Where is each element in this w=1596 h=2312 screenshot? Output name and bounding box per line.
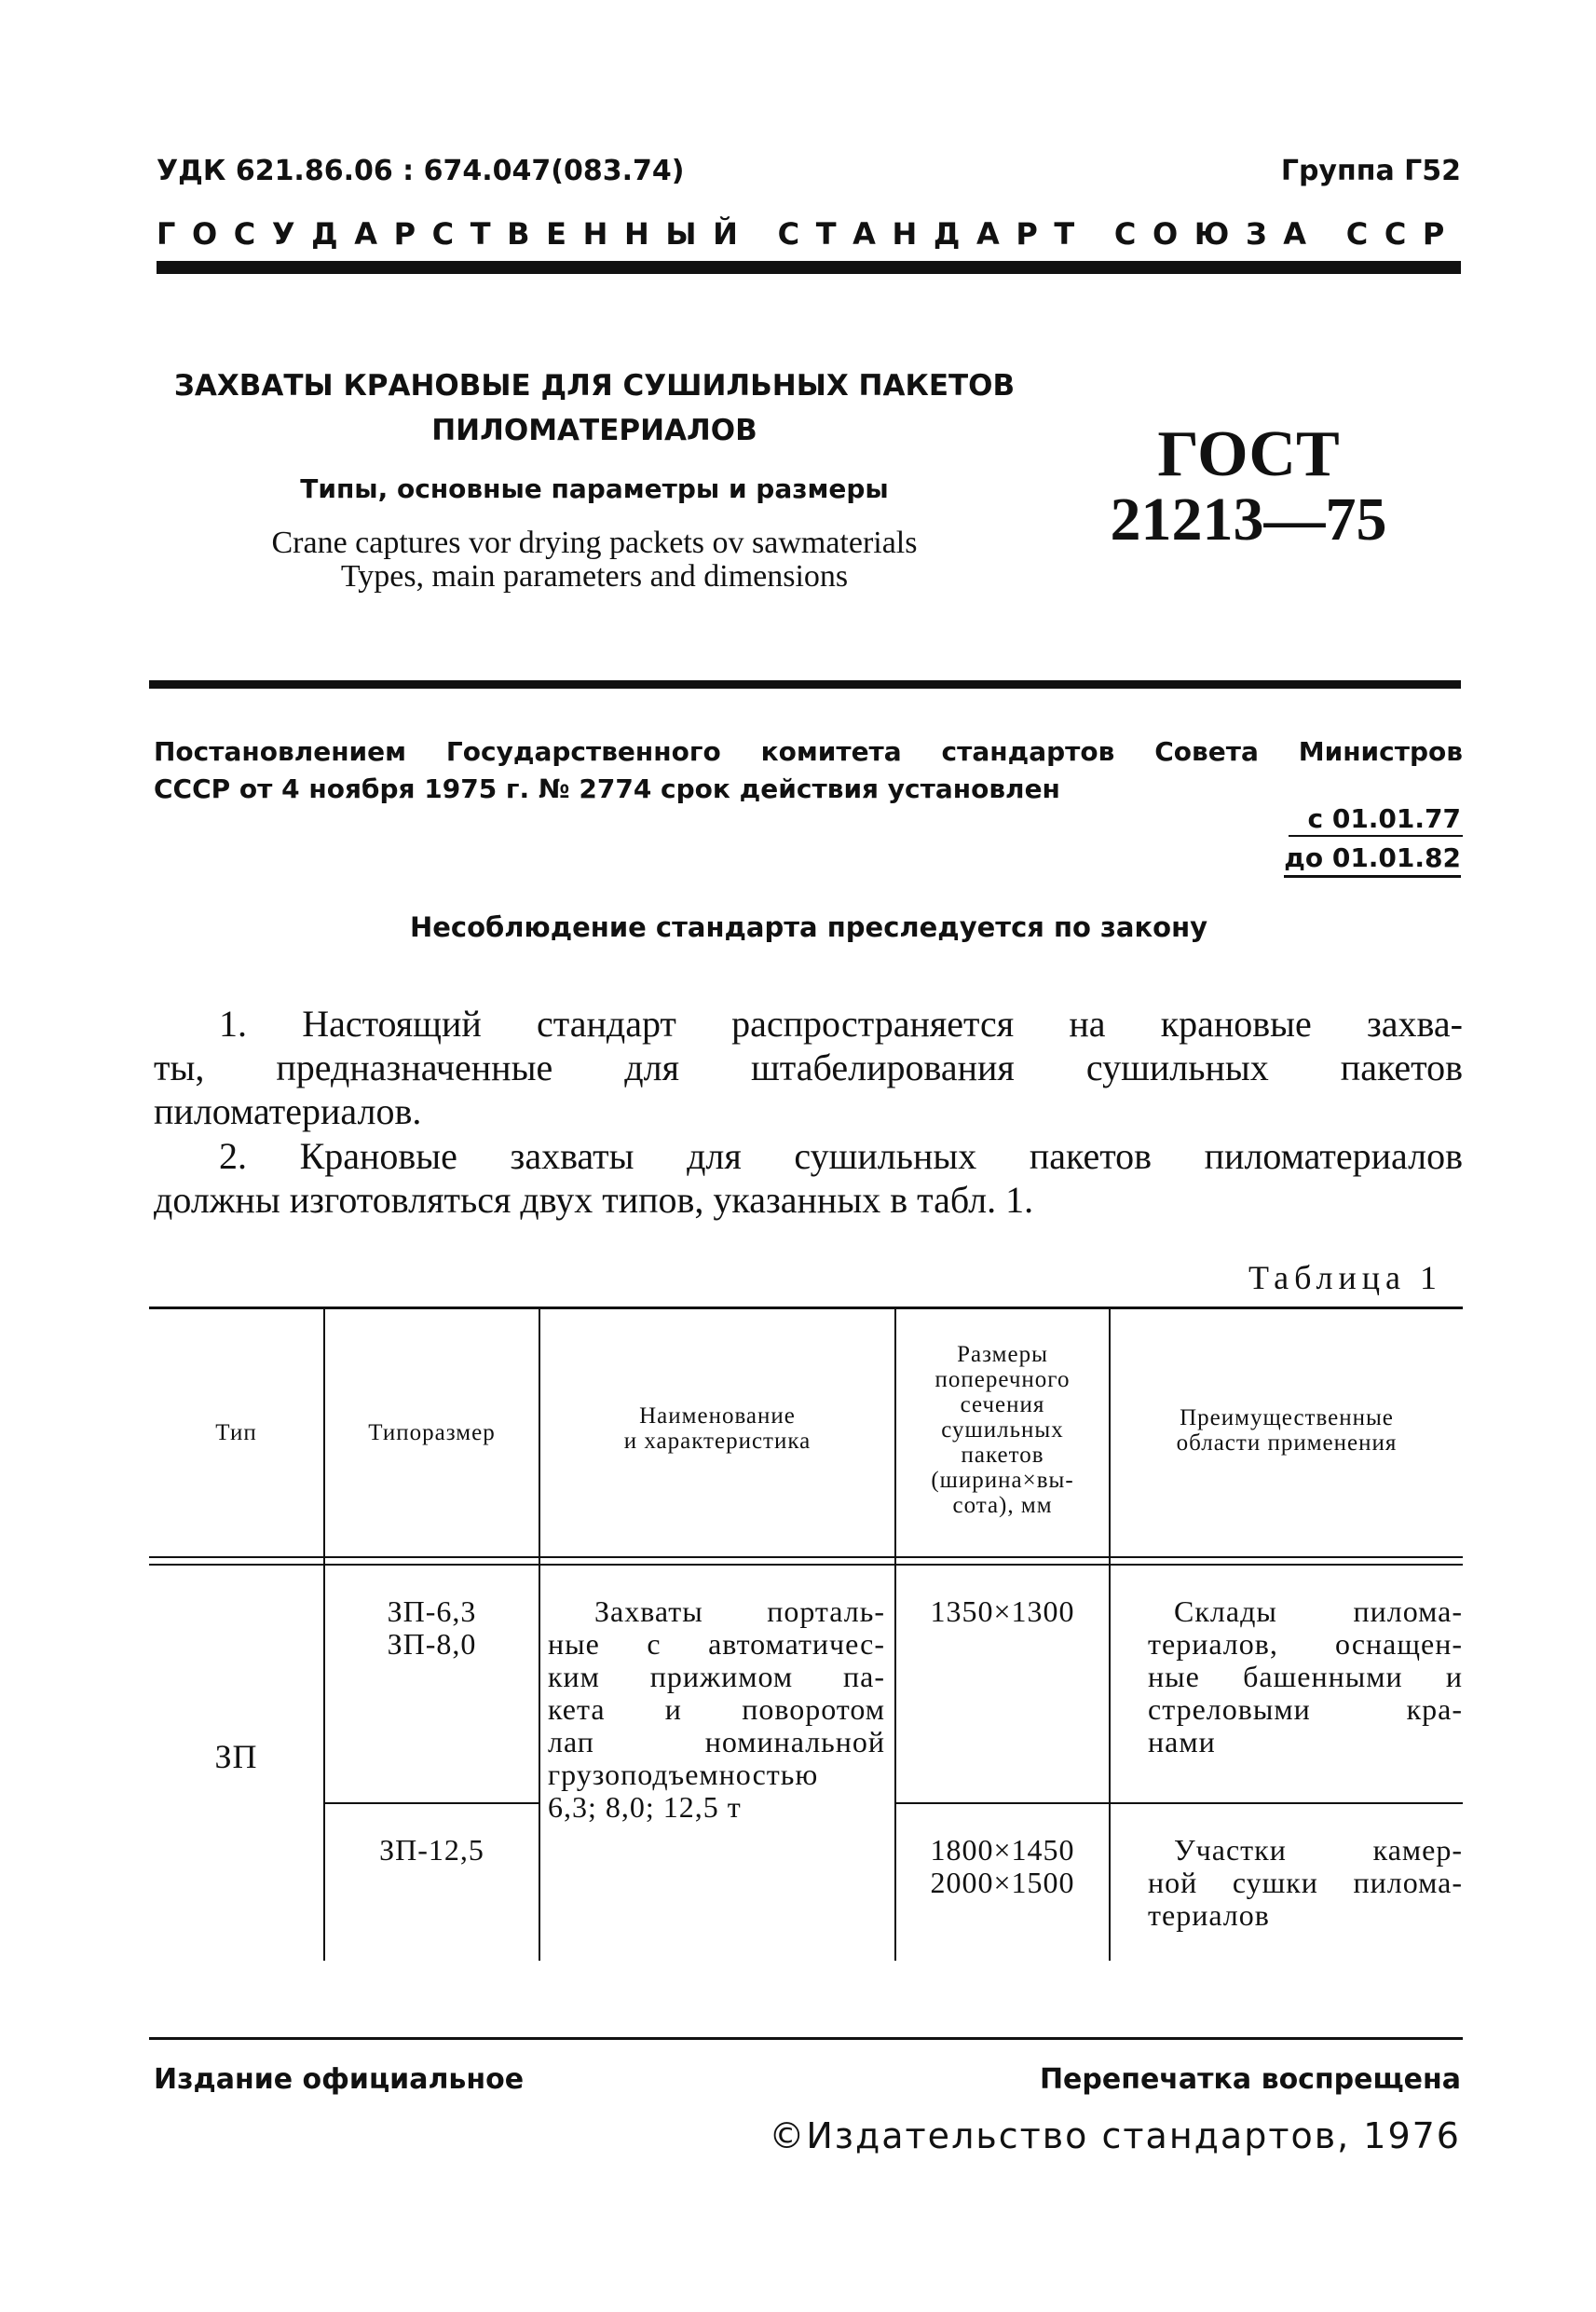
cell-line: 2000×1500 bbox=[930, 1866, 1075, 1899]
cell-line: ные с автоматичес- bbox=[548, 1627, 885, 1661]
cell-type: ЗП bbox=[214, 1738, 258, 1775]
cell-name bbox=[548, 1595, 885, 1824]
group-code: Группа Г52 bbox=[1280, 155, 1461, 187]
header-line: (ширина×вы- bbox=[931, 1468, 1074, 1493]
row-divider bbox=[894, 1802, 1463, 1804]
cell-areas bbox=[1148, 1595, 1463, 1758]
valid-to: до 01.01.82 bbox=[1284, 842, 1461, 878]
decree-line1: Постановлением Государственного комитета стандартов Совета Министров bbox=[154, 736, 1463, 767]
header-line: пакетов bbox=[961, 1443, 1044, 1468]
english-title-line1: Crane captures vor drying packets ov sawmaterials bbox=[271, 526, 918, 560]
cell-line: Участки камер- bbox=[1174, 1833, 1463, 1867]
paragraph-line: пиломатериалов. bbox=[154, 1090, 422, 1132]
table-bottom-rule bbox=[149, 2037, 1463, 2040]
paragraph-line: ты, предназначенные для штабелирования сушильных пакетов bbox=[154, 1047, 1463, 1088]
banner-word: СОЮЗА bbox=[1113, 216, 1323, 252]
cell-line: ЗП-8,0 bbox=[387, 1627, 477, 1661]
paragraph-line: 2. Крановые захваты для сушильных пакетов пиломатериалов bbox=[219, 1135, 1463, 1177]
cell-sizes bbox=[325, 1595, 539, 1661]
header-line: сечения bbox=[960, 1392, 1045, 1417]
cell-line: ким прижимом па- bbox=[548, 1660, 885, 1693]
official-edition: Издание официальное bbox=[154, 2063, 525, 2096]
legal-warning: Несоблюдение стандарта преследуется по закону bbox=[409, 911, 1208, 943]
cell-line: стреловыми кра- bbox=[1148, 1692, 1463, 1726]
header-line: области применения bbox=[1176, 1430, 1398, 1456]
cell-line: ные башенными и bbox=[1148, 1660, 1463, 1693]
table-header-rule bbox=[149, 1556, 1463, 1558]
paragraph-1 bbox=[154, 1002, 1463, 1133]
state-standard-banner bbox=[157, 216, 1461, 252]
header-dims bbox=[896, 1342, 1109, 1518]
cell-line: лап номинальной bbox=[548, 1725, 885, 1758]
copyright: ©Издательство стандартов, 1976 bbox=[769, 2115, 1461, 2156]
banner-word: ССР bbox=[1345, 216, 1461, 252]
cell-line: Склады пилома- bbox=[1174, 1594, 1463, 1628]
header-line: Размеры bbox=[957, 1342, 1048, 1367]
row-divider bbox=[323, 1802, 539, 1804]
decree-line2: СССР от 4 ноября 1975 г. № 2774 срок действия установлен bbox=[154, 773, 1060, 804]
document-title-line2: ПИЛОМАТЕРИАЛОВ bbox=[431, 414, 757, 447]
header-size: Типоразмер bbox=[368, 1420, 496, 1445]
cell-areas bbox=[1148, 1834, 1463, 1932]
gost-label: ГОСТ bbox=[1157, 418, 1340, 490]
header-line: Преимущественные bbox=[1180, 1405, 1394, 1430]
validity-rule bbox=[1289, 835, 1463, 837]
cell-line: териалов, оснащен- bbox=[1148, 1627, 1463, 1661]
banner-word: ГОСУДАРСТВЕННЫЙ bbox=[157, 216, 755, 252]
english-title-line2: Types, main parameters and dimensions bbox=[340, 559, 849, 594]
cell-line: грузоподъемностью bbox=[548, 1758, 819, 1791]
document-title-line1: ЗАХВАТЫ КРАНОВЫЕ ДЛЯ СУШИЛЬНЫХ ПАКЕТОВ bbox=[173, 369, 1016, 403]
header-line: и характеристика bbox=[623, 1429, 812, 1454]
cell-line: Захваты порталь- bbox=[594, 1594, 885, 1628]
paragraph-line: должны изготовляться двух типов, указанных в табл. 1. bbox=[154, 1179, 1034, 1221]
cell-line: ЗП-12,5 bbox=[379, 1833, 484, 1867]
cell-dims bbox=[896, 1834, 1109, 1899]
paragraph-line: 1. Настоящий стандарт распространяется на крановые захва- bbox=[219, 1003, 1463, 1045]
table-header-rule bbox=[149, 1564, 1463, 1566]
header-areas bbox=[1111, 1405, 1463, 1456]
document-subtitle: Типы, основные параметры и размеры bbox=[300, 473, 889, 504]
header-line: сушильных bbox=[941, 1417, 1064, 1443]
cell-sizes bbox=[325, 1834, 539, 1867]
header-line: Наименование bbox=[639, 1403, 796, 1429]
header-line: поперечного bbox=[934, 1367, 1071, 1392]
cell-line: кета и поворотом bbox=[548, 1692, 885, 1726]
cell-line: 6,3; 8,0; 12,5 т bbox=[548, 1790, 742, 1824]
udk-code: УДК 621.86.06 : 674.047(083.74) bbox=[157, 155, 685, 187]
cell-line: ЗП-6,3 bbox=[387, 1594, 477, 1628]
cell-line: 1800×1450 bbox=[930, 1833, 1075, 1867]
cell-line: териалов bbox=[1148, 1898, 1270, 1932]
reprint-prohibited: Перепечатка воспрещена bbox=[1039, 2063, 1461, 2096]
table-label: Таблица 1 bbox=[1248, 1259, 1442, 1296]
header-type: Тип bbox=[215, 1420, 257, 1445]
middle-rule bbox=[149, 680, 1461, 689]
header-line: сота), мм bbox=[952, 1493, 1053, 1518]
cell-line: 1350×1300 bbox=[930, 1594, 1075, 1628]
cell-dims bbox=[896, 1595, 1109, 1628]
paragraph-2 bbox=[154, 1134, 1463, 1222]
gost-number: 21213—75 bbox=[1110, 486, 1387, 554]
banner-word: СТАНДАРТ bbox=[777, 216, 1091, 252]
top-thick-rule bbox=[157, 261, 1461, 274]
header-name bbox=[540, 1403, 894, 1454]
cell-line: нами bbox=[1148, 1725, 1216, 1758]
table-top-rule bbox=[149, 1306, 1463, 1309]
cell-line: ной сушки пилома- bbox=[1148, 1866, 1463, 1899]
valid-from: с 01.01.77 bbox=[1307, 803, 1461, 834]
